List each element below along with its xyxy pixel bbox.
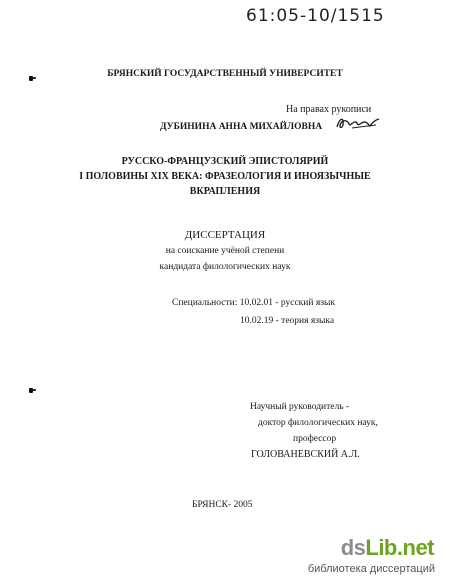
university-name: БРЯНСКИЙ ГОСУДАРСТВЕННЫЙ УНИВЕРСИТЕТ [107, 69, 343, 79]
signature-image [334, 113, 382, 133]
supervisor-line-4: ГОЛОВАНЕВСКИЙ А.Л. [251, 449, 360, 460]
document-type: ДИССЕРТАЦИЯ [184, 229, 266, 241]
specialties-line-1: Специальности: 10.02.01 - русский язык [172, 298, 335, 308]
dslib-tagline: библиотека диссертаций [307, 563, 435, 575]
dslib-logo: dsLib.net [340, 535, 434, 560]
degree-line-2: кандидата филологических наук [159, 262, 291, 272]
title-line-2: I ПОЛОВИНЫ XIX ВЕКА: ФРАЗЕОЛОГИЯ И ИНОЯЗЫЧНЫЕ [79, 171, 371, 182]
dslib-watermark[interactable] [287, 531, 450, 581]
manuscript-rights: На правах рукописи [286, 104, 372, 115]
author-name: ДУБИНИНА АННА МИХАЙЛОВНА [160, 122, 323, 132]
degree-line-1: на соискание учёной степени [165, 246, 285, 256]
scan-blot-left-bottom [29, 388, 33, 393]
city-year: БРЯНСК- 2005 [192, 500, 253, 510]
supervisor-line-3: профессор [293, 434, 337, 444]
archive-number-handwritten: 61:05-10/1515 [246, 6, 385, 26]
title-line-3: ВКРАПЛЕНИЯ [189, 186, 261, 197]
specialties-line-2: 10.02.19 - теория языка [240, 316, 335, 326]
supervisor-line-1: Научный руководитель - [250, 402, 350, 412]
title-line-1: РУССКО-ФРАНЦУЗСКИЙ ЭПИСТОЛЯРИЙ [121, 156, 329, 167]
supervisor-line-2: доктор филологических наук, [258, 418, 378, 428]
